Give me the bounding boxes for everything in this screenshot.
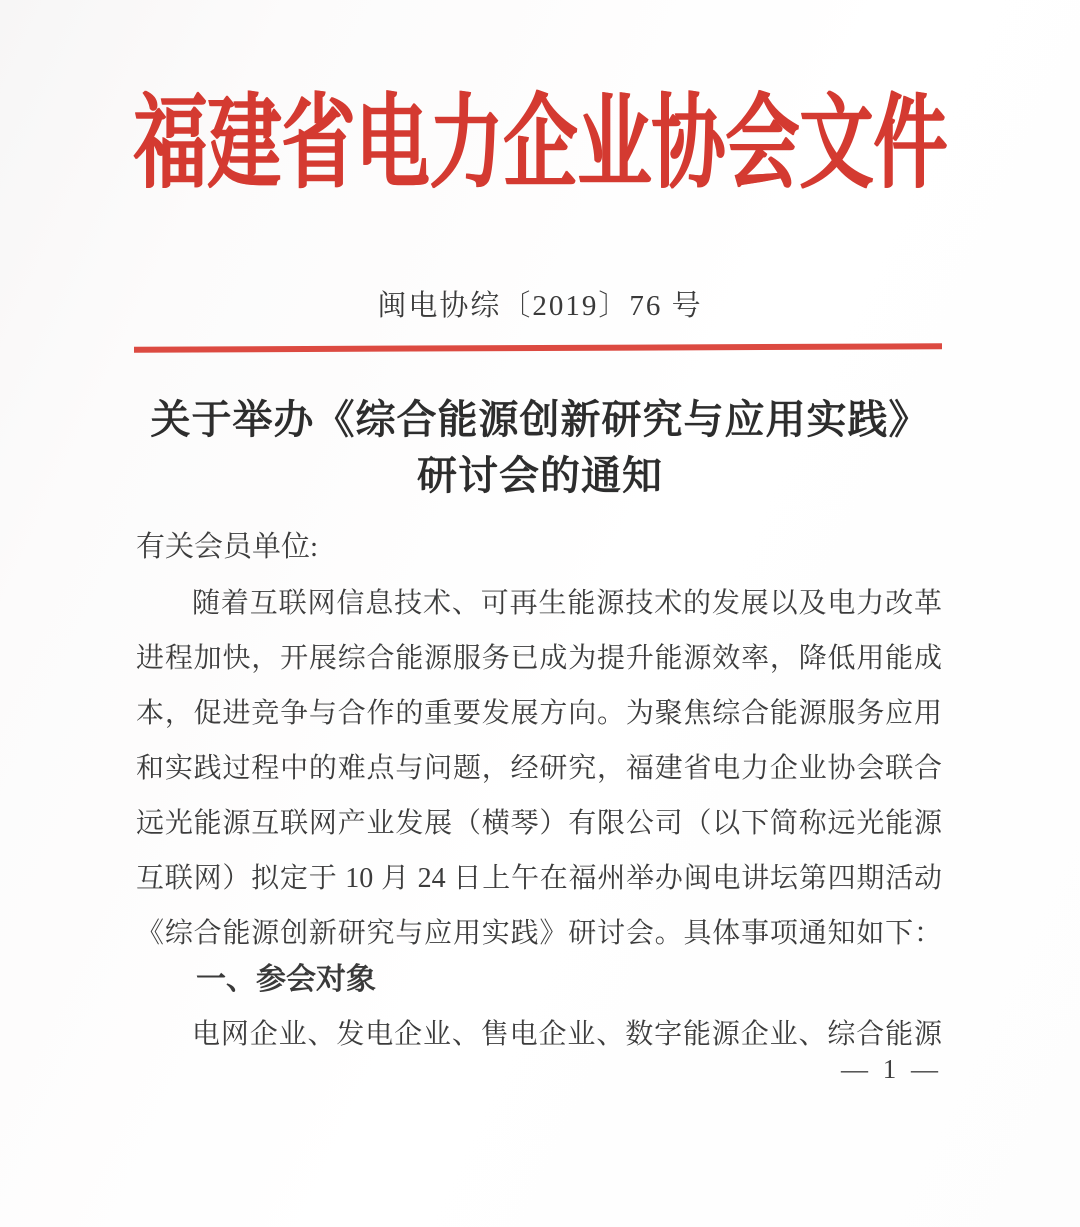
document-title xyxy=(0,392,1080,504)
paragraph-line: 进程加快，开展综合能源服务已成为提升能源效率，降低用能成 xyxy=(136,643,942,674)
paragraph-line: 《综合能源创新研究与应用实践》研讨会。具体事项通知如下： xyxy=(136,918,942,949)
paragraph-line: 随着互联网信息技术、可再生能源技术的发展以及电力改革 xyxy=(192,588,942,619)
paragraph-line: 和实践过程中的难点与问题，经研究，福建省电力企业协会联合 xyxy=(136,753,942,784)
paragraph-line: 互联网）拟定于 10 月 24 日上午在福州举办闽电讲坛第四期活动 xyxy=(136,863,942,894)
section-first-line: 电网企业、发电企业、售电企业、数字能源企业、综合能源 xyxy=(192,1019,942,1050)
document-reference-number: 闽电协综〔2019〕76 号 xyxy=(377,290,703,322)
section-heading-participants: 一、参会对象 xyxy=(196,963,376,996)
paragraph-line: 远光能源互联网产业发展（横琴）有限公司（以下简称远光能源 xyxy=(136,808,942,839)
paragraph-line: 本，促进竞争与合作的重要发展方向。为聚焦综合能源服务应用 xyxy=(136,698,942,729)
body-paragraph xyxy=(136,576,942,961)
document-title-line-1: 关于举办《综合能源创新研究与应用实践》 xyxy=(150,397,930,442)
letterhead-org-title: 福建省电力企业协会文件 xyxy=(133,88,947,202)
document-title-line-2: 研讨会的通知 xyxy=(417,453,663,498)
page-number: — 1 — xyxy=(841,1054,942,1084)
red-divider-line xyxy=(134,343,942,353)
salutation: 有关会员单位: xyxy=(136,531,319,563)
